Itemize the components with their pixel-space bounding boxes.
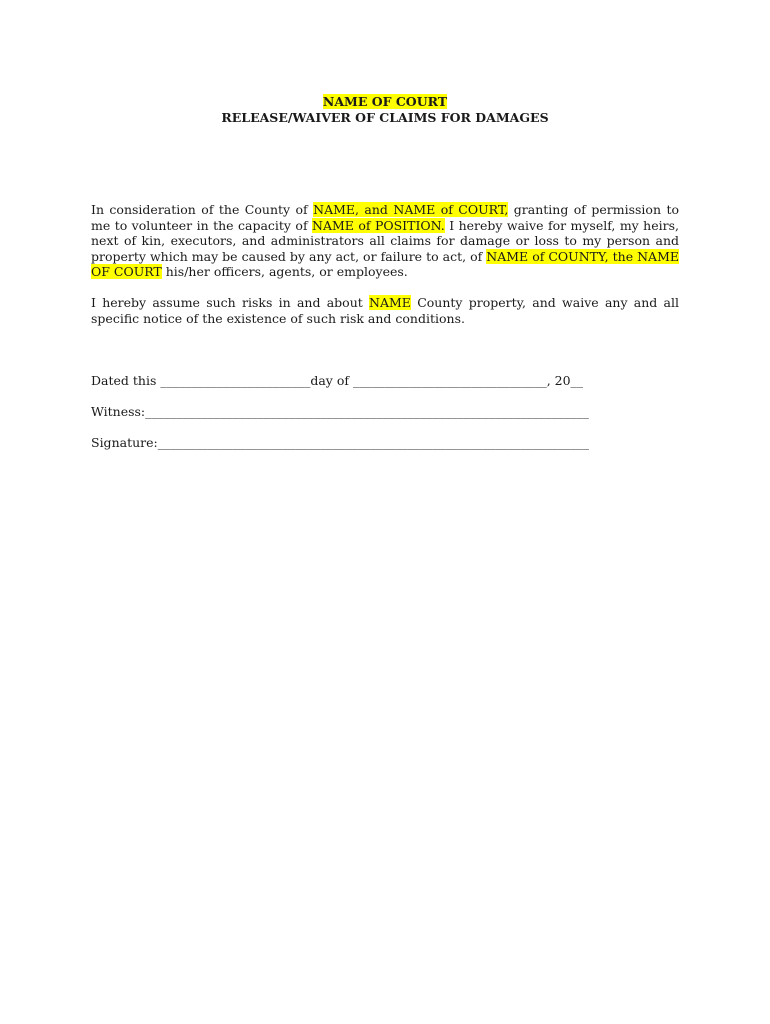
county-court-name-placeholder: NAME of COUNTY, the NAME OF COURT	[91, 248, 679, 280]
document-title: RELEASE/WAIVER OF CLAIMS FOR DAMAGES	[221, 110, 549, 125]
paragraph1-text-1: In consideration of the County of	[91, 202, 314, 217]
county-name-placeholder: NAME	[369, 295, 411, 310]
consideration-paragraph	[91, 202, 679, 280]
paragraph2-text-1: I hereby assume such risks in and about	[91, 295, 370, 310]
court-name-highlight: NAME OF COURT	[322, 94, 448, 109]
position-placeholder: NAME of POSITION.	[312, 217, 445, 233]
witness-line: Witness:_______________________________________________________________________	[91, 404, 589, 419]
county-court-placeholder: NAME, and NAME of COURT,	[313, 202, 509, 217]
paragraph2-text-2: County property, and waive any and all specific notice of the existence of such risk and conditions.	[91, 295, 679, 326]
paragraph1-text-3: I hereby waive for myself, my heirs, next of kin, executors, and administrators all claims for damage or loss to my person and property which may be caused by any act, or failure to act, of	[91, 217, 679, 264]
paragraph1-text-2: granting of permission to me to volunteer in the capacity of	[91, 202, 679, 233]
court-name-heading	[0, 94, 770, 109]
signature-line: Signature:_____________________________________________________________________	[91, 435, 589, 450]
paragraph1-text-4: his/her officers, agents, or employees.	[161, 264, 408, 280]
assume-risk-paragraph	[91, 295, 679, 326]
dated-line: Dated this ________________________day of _______________________________, 20__	[91, 373, 584, 388]
